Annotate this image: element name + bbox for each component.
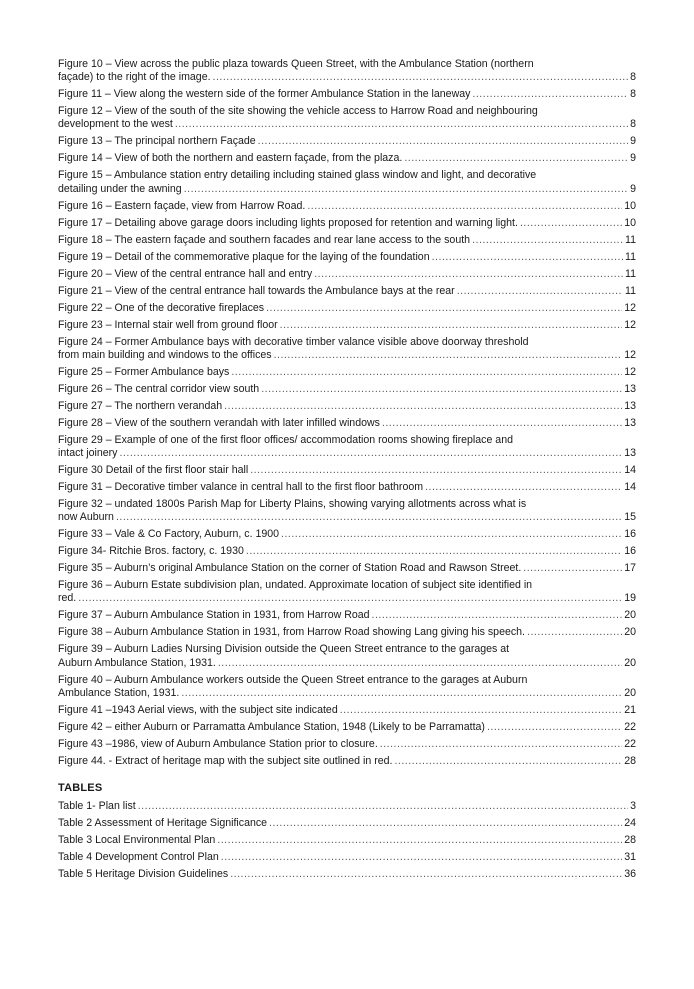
figure-entry[interactable]: [58, 755, 636, 768]
figure-caption-line: Figure 15 – Ambulance station entry detailing including stained glass window and light, and decorative: [58, 169, 537, 182]
figure-entry[interactable]: [58, 562, 636, 575]
figure-caption: Figure 18 – The eastern façade and southern facades and rear lane access to the south: [58, 233, 471, 246]
figure-caption: Figure 38 – Auburn Ambulance Station in 1931, from Harrow Road showing Lang giving his speech.: [58, 626, 525, 639]
page-number: 9: [630, 182, 636, 195]
page-number: 13: [624, 416, 636, 429]
figure-caption-line: Figure 10 – View across the public plaza towards Queen Street, with the Ambulance Station (northern: [58, 58, 534, 70]
table-caption: Table 4 Development Control Plan: [58, 851, 219, 864]
page-number: 13: [624, 382, 636, 395]
dot-leader: [340, 704, 622, 717]
table-caption: Table 3 Local Environmental Plan: [58, 834, 216, 847]
page-number: 16: [624, 528, 636, 541]
figure-entry[interactable]: [58, 528, 636, 541]
figure-caption: Figure 19 – Detail of the commemorative plaque for the laying of the foundation: [58, 250, 430, 263]
figure-list: [58, 58, 636, 768]
dot-leader: [266, 302, 622, 315]
figure-entry[interactable]: [58, 721, 636, 734]
figure-entry[interactable]: [58, 481, 636, 494]
figure-caption-line: Figure 32 – undated 1800s Parish Map for Liberty Plains, showing varying allotments across what is: [58, 498, 527, 511]
figure-entry[interactable]: [58, 704, 636, 717]
figure-caption: Figure 14 – View of both the northern and eastern façade, from the plaza.: [58, 152, 403, 165]
figure-caption-line: Figure 40 – Auburn Ambulance workers outside the Queen Street entrance to the garages at Auburn: [58, 673, 528, 686]
figure-entry[interactable]: [58, 105, 636, 131]
page-number: 22: [624, 737, 636, 750]
figure-entry[interactable]: [58, 643, 636, 669]
dot-leader: [218, 657, 622, 670]
page-number: 20: [624, 656, 636, 669]
figure-entry[interactable]: [58, 626, 636, 639]
table-list: [58, 800, 636, 881]
dot-leader: [78, 592, 622, 605]
dot-leader: [314, 268, 623, 281]
figure-caption: Figure 26 – The central corridor view south: [58, 382, 260, 395]
page-number: 19: [624, 592, 636, 605]
page-number: 16: [624, 545, 636, 558]
page-number: 9: [630, 152, 636, 165]
dot-leader: [231, 366, 622, 379]
figure-entry[interactable]: [58, 674, 636, 700]
figure-entry[interactable]: [58, 545, 636, 558]
page-number: 20: [624, 626, 636, 639]
figure-caption: now Auburn: [58, 511, 114, 524]
figure-caption: Figure 28 – View of the southern verandah with later infilled windows: [58, 416, 380, 429]
figure-caption: Figure 13 – The principal northern Façade: [58, 135, 256, 148]
figure-entry[interactable]: [58, 285, 636, 298]
page-number: 12: [624, 348, 636, 361]
table-caption: Table 1- Plan list: [58, 800, 136, 813]
dot-leader: [221, 851, 622, 864]
table-entry[interactable]: [58, 817, 636, 830]
tables-heading: TABLES: [58, 782, 103, 795]
page-number: 10: [624, 199, 636, 212]
figure-caption: Figure 20 – View of the central entrance hall and entry: [58, 267, 313, 280]
figure-entry[interactable]: [58, 417, 636, 430]
figure-caption: Figure 27 – The northern verandah: [58, 399, 223, 412]
figure-entry[interactable]: [58, 268, 636, 281]
figure-caption: Figure 41 –1943 Aerial views, with the subject site indicated: [58, 703, 338, 716]
figure-entry[interactable]: [58, 383, 636, 396]
page-number: 24: [624, 817, 636, 830]
figure-entry[interactable]: [58, 434, 636, 460]
page-number: 12: [624, 301, 636, 314]
figure-entry[interactable]: [58, 200, 636, 213]
page-number: 3: [630, 800, 636, 813]
figure-caption: intact joinery: [58, 447, 118, 460]
dot-leader: [280, 319, 623, 332]
table-entry[interactable]: [58, 834, 636, 847]
figure-entry[interactable]: [58, 88, 636, 101]
dot-leader: [250, 464, 622, 477]
table-entry[interactable]: [58, 868, 636, 881]
figure-entry[interactable]: [58, 152, 636, 165]
dot-leader: [382, 417, 622, 430]
dot-leader: [184, 183, 628, 196]
dot-leader: [487, 721, 622, 734]
figure-caption-line: Figure 36 – Auburn Estate subdivision plan, undated. Approximate location of subject site identified in: [58, 579, 533, 592]
figure-caption-line: Figure 29 – Example of one of the first floor offices/ accommodation rooms showing fireplace and: [58, 433, 513, 446]
figure-caption: Auburn Ambulance Station, 1931.: [58, 656, 216, 669]
figure-caption-line: Figure 12 – View of the south of the site showing the vehicle access to Harrow Road and neighbouring: [58, 105, 538, 118]
figure-caption: Figure 23 – Internal stair well from ground floor: [58, 318, 278, 331]
figure-caption: Figure 11 – View along the western side of the former Ambulance Station in the laneway: [58, 88, 471, 101]
table-entry[interactable]: [58, 851, 636, 864]
dot-leader: [520, 217, 622, 230]
dot-leader: [457, 285, 623, 298]
figure-caption-line: Figure 39 – Auburn Ladies Nursing Division outside the Queen Street entrance to the garages at: [58, 643, 510, 656]
dot-leader: [138, 800, 628, 813]
table-caption: Table 5 Heritage Division Guidelines: [58, 868, 229, 881]
figure-caption: Figure 30 Detail of the first floor stair hall: [58, 464, 249, 477]
page-number: 17: [624, 562, 636, 575]
dot-leader: [527, 626, 622, 639]
figure-caption: Figure 33 – Vale & Co Factory, Auburn, c. 1900: [58, 528, 280, 541]
page-number: 12: [624, 318, 636, 331]
figure-caption: detailing under the awning: [58, 182, 182, 195]
page-number: 11: [625, 250, 636, 263]
page-number: 13: [624, 399, 636, 412]
page-number: 22: [624, 720, 636, 733]
figure-entry[interactable]: [58, 336, 636, 362]
page-number: 20: [624, 686, 636, 699]
figure-entry[interactable]: [58, 609, 636, 622]
figure-caption: Figure 16 – Eastern façade, view from Harrow Road.: [58, 199, 306, 212]
dot-leader: [119, 447, 622, 460]
figure-entry[interactable]: [58, 234, 636, 247]
dot-leader: [523, 562, 622, 575]
figure-caption: Figure 34- Ritchie Bros. factory, c. 1930: [58, 545, 244, 558]
page-number: 11: [625, 233, 636, 246]
figure-entry[interactable]: [58, 217, 636, 230]
figure-caption: Figure 25 – Former Ambulance bays: [58, 365, 230, 378]
dot-leader: [425, 481, 622, 494]
table-caption: Table 2 Assessment of Heritage Significance: [58, 817, 268, 830]
figure-entry[interactable]: [58, 135, 636, 148]
figure-caption: Ambulance Station, 1931.: [58, 686, 180, 699]
figure-caption: façade) to the right of the image.: [58, 71, 211, 84]
page-number: 36: [624, 868, 636, 881]
dot-leader: [372, 609, 623, 622]
page-number: 11: [625, 267, 636, 280]
dot-leader: [261, 383, 622, 396]
page-number: 21: [624, 703, 636, 716]
figure-caption: development to the west: [58, 118, 173, 131]
dot-leader: [181, 687, 622, 700]
figure-entry[interactable]: [58, 579, 636, 605]
figure-caption: Figure 37 – Auburn Ambulance Station in 1931, from Harrow Road: [58, 609, 370, 622]
figure-entry[interactable]: [58, 366, 636, 379]
figure-entry[interactable]: [58, 58, 636, 84]
table-of-contents: [58, 58, 636, 885]
page-number: 15: [624, 511, 636, 524]
page-number: 11: [625, 284, 636, 297]
figure-caption: Figure 22 – One of the decorative fireplaces: [58, 301, 265, 314]
page-number: 31: [624, 851, 636, 864]
figure-caption: Figure 21 – View of the central entrance hall towards the Ambulance bays at the rear: [58, 284, 455, 297]
page-number: 14: [624, 481, 636, 494]
dot-leader: [472, 88, 628, 101]
figure-caption: Figure 35 – Auburn’s original Ambulance Station on the corner of Station Road and Rawson Street.: [58, 562, 522, 575]
dot-leader: [258, 135, 628, 148]
dot-leader: [213, 71, 629, 84]
dot-leader: [269, 817, 622, 830]
dot-leader: [217, 834, 622, 847]
page-number: 28: [624, 834, 636, 847]
dot-leader: [230, 868, 622, 881]
figure-caption: Figure 44. - Extract of heritage map with the subject site outlined in red.: [58, 754, 393, 767]
page-number: 8: [630, 88, 636, 101]
figure-entry[interactable]: [58, 498, 636, 524]
dot-leader: [307, 200, 622, 213]
page-number: 12: [624, 365, 636, 378]
figure-entry[interactable]: [58, 251, 636, 264]
dot-leader: [404, 152, 628, 165]
figure-entry[interactable]: [58, 464, 636, 477]
figure-caption: Figure 43 –1986, view of Auburn Ambulance Station prior to closure.: [58, 737, 378, 750]
figure-entry[interactable]: [58, 400, 636, 413]
page-number: 8: [630, 118, 636, 131]
dot-leader: [116, 511, 622, 524]
figure-caption: red.: [58, 592, 77, 605]
table-entry[interactable]: [58, 800, 636, 813]
dot-leader: [472, 234, 623, 247]
figure-caption: from main building and windows to the offices: [58, 348, 272, 361]
page-number: 28: [624, 754, 636, 767]
figure-entry[interactable]: [58, 738, 636, 751]
figure-caption-line: Figure 24 – Former Ambulance bays with decorative timber valance visible above doorway threshold: [58, 335, 529, 348]
dot-leader: [224, 400, 622, 413]
dot-leader: [175, 118, 628, 131]
page-number: 10: [624, 216, 636, 229]
figure-caption: Figure 31 – Decorative timber valance in central hall to the first floor bathroom: [58, 481, 424, 494]
dot-leader: [380, 738, 622, 751]
page-number: 20: [624, 609, 636, 622]
page-number: 9: [630, 135, 636, 148]
figure-entry[interactable]: [58, 302, 636, 315]
page-number: 8: [630, 71, 636, 84]
page-number: 13: [624, 447, 636, 460]
dot-leader: [432, 251, 623, 264]
dot-leader: [274, 349, 623, 362]
page-number: 14: [624, 464, 636, 477]
figure-entry[interactable]: [58, 319, 636, 332]
dot-leader: [246, 545, 622, 558]
figure-entry[interactable]: [58, 169, 636, 195]
dot-leader: [281, 528, 622, 541]
figure-caption: Figure 42 – either Auburn or Parramatta Ambulance Station, 1948 (Likely to be Parramatta): [58, 720, 485, 733]
dot-leader: [394, 755, 622, 768]
figure-caption: Figure 17 – Detailing above garage doors including lights proposed for retention and warning light.: [58, 216, 518, 229]
